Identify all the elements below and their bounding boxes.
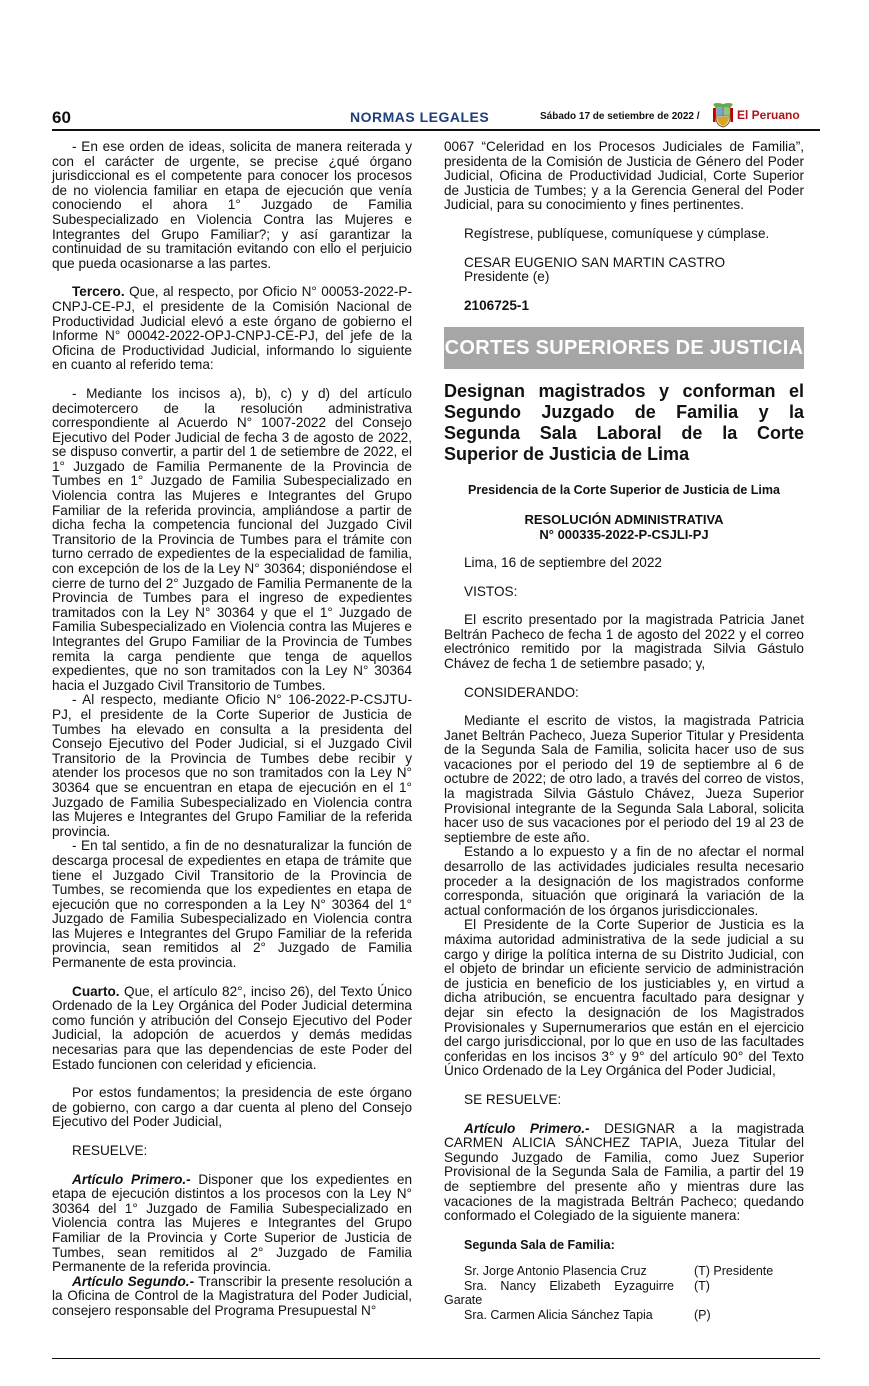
- paragraph-text: DESIGNAR a la magistrada CARMEN ALICIA SÁNCHEZ TAPIA, Jueza Titular del Segundo Juzgado de Familia, como Juez Superior Provisional de la Segunda Sala de Familia, a partir del 19 de septiembre del presente año y mientras dure las vacaciones de la magistrada Beltrán Pacheco; quedando conformado el Colegiado de la siguiente manera:: [444, 1120, 805, 1224]
- header-rule: [52, 129, 820, 131]
- section-title: NORMAS LEGALES: [350, 109, 490, 125]
- member-name: Sra. Carmen Alicia Sánchez Tapia: [464, 1307, 653, 1322]
- list-item: [444, 1308, 804, 1322]
- member-role: (P): [694, 1307, 711, 1322]
- member-role: (T): [694, 1278, 710, 1293]
- signer-role: Presidente (e): [464, 269, 550, 285]
- paragraph: - En ese orden de ideas, solicita de manera reiterada y con el carácter de urgente, se precise ¿qué órgano jurisdiccional es el competente para conocer los procesos de no violencia familiar en etapa de ejecución que venía conociendo el ahora 1° Juzgado de Familia Subespecializado en Violencia Contra las Mujeres e Integrantes del Grupo Familiar?; y así garantizar la continuidad de su tramitación evitando con ello el perjuicio que pueda ocasionarse a las partes.: [52, 139, 412, 271]
- closing-formula: Regístrese, publíquese, comuníquese y cúmplase.: [464, 225, 770, 241]
- article-second: [52, 1275, 412, 1319]
- paragraph-text: Que, el artículo 82°, inciso 26), del Texto Único Ordenado de la Ley Orgánica del Poder Judicial determina como función y atribución del Consejo Ejecutivo del Poder Judicial, la adopción de acuerdos y demás medidas necesarias para que las dependencias de este Poder del Estado funcionen con celeridad y eficiencia.: [52, 983, 412, 1072]
- article-first-designation: [444, 1122, 804, 1224]
- left-column: [52, 140, 412, 1319]
- peru-coat-of-arms-icon: [713, 102, 733, 128]
- paragraph-cuarto: [52, 985, 412, 1073]
- paragraph-text: Disponer que los expedientes en etapa de ejecución distintos a los procesos con la Ley N° 30364 del 1° Juzgado de Familia Subespecializado en Violencia contra las Mujeres e Integrantes del Grupo Familiar de la Provincia y Corte Superior de Justicia de Tumbes, sean remitidos al 2° Juzgado de Familia Permanente de la referida provincia.: [52, 1171, 413, 1275]
- se-resuelve-heading: SE RESUELVE:: [464, 1091, 562, 1107]
- right-column: [444, 140, 804, 1322]
- paragraph: 0067 “Celeridad en los Procesos Judiciales de Familia”, presidenta de la Comisión de Justicia de Género del Poder Judicial, Oficina de Productividad Judicial, Corte Superior de Justicia de Tumbes; y a la Gerencia General del Poder Judicial, para su conocimiento y fines pertinentes.: [444, 139, 804, 213]
- paragraph-text: Transcribir la presente resolución a la Oficina de Control de la Magistratura del Poder Judicial, consejero responsable del Programa Presupuestal N°: [52, 1273, 412, 1318]
- lead-article-first: Artículo Primero.-: [464, 1120, 590, 1136]
- article-headline: Designan magistrados y conforman el Segundo Juzgado de Familia y la Segunda Sala Laboral de la Corte Superior de Justicia de Lima: [444, 381, 804, 465]
- page-header: [52, 104, 820, 130]
- footer-rule: [52, 1358, 820, 1359]
- paragraph-text: Que, al respecto, por Oficio N° 00053-2022-P-CNPJ-CE-PJ, el presidente de la Comisión Nacional de Productividad Judicial elevó a este órgano de gobierno el Informe N° 00042-2022-OPJ-CNPJ-CE-PJ, del jefe de la Oficina de Productividad Judicial, informando lo siguiente en cuanto al referido tema:: [52, 284, 412, 373]
- considerando-heading: CONSIDERANDO:: [464, 684, 579, 700]
- paragraph: - Mediante los incisos a), b), c) y d) del artículo decimotercero de la resolución administrativa correspondiente al Acuerdo N° 1007-2022 del Consejo Ejecutivo del Poder Judicial de fecha 3 de agosto de 2022, se dispuso convertir, a partir del 1 de setiembre de 2022, el 1° Juzgado de Familia Permanente de la Provincia de Tumbes en 1° Juzgado de Familia Subespecializado en Violencia contra las Mujeres e Integrantes del Grupo Familiar de la referida provincia, ampliándose a partir de dicha fecha la competencia funcional del Juzgado Civil Transitorio de la Provincia de Tumbes para el trámite con turno cerrado de expedientes de la especialidad de familia, con excepción de los de la Ley N° 30364; disponiéndose el cierre de turno del 2° Juzgado de Familia Permanente de la Provincia de Tumbes para el ingreso de expedientes tramitados con la Ley N° 30364 y que el 1° Juzgado de Familia Subespecializado en Violencia contra las Mujeres e Integrantes del Grupo Familiar de la Provincia de Tumbes remita la carga pendiente que tenga de aquellos expedientes, que no son tramitados con la Ley N° 30364 hacia el Juzgado Civil Transitorio de Tumbes.: [52, 385, 412, 693]
- paragraph: Estando a lo expuesto y a fin de no afectar el normal desarrollo de las actividades judiciales resulta necesario proceder a la designación de los magistrados conforme corresponda, situación que originará la variación de la actual conformación de los órganos jurisdiccionales.: [444, 844, 804, 918]
- member-name: Sr. Jorge Antonio Plasencia Cruz: [464, 1264, 647, 1279]
- list-item: [444, 1264, 804, 1278]
- sala-title: Segunda Sala de Familia:: [464, 1237, 615, 1252]
- lead-article-second: Artículo Segundo.-: [72, 1273, 195, 1289]
- lead-cuarto: Cuarto.: [72, 983, 120, 999]
- signer-name: CESAR EUGENIO SAN MARTIN CASTRO: [464, 254, 726, 270]
- paragraph: El escrito presentado por la magistrada Patricia Janet Beltrán Pacheco de fecha 1 de agosto del 2022 y el correo electrónico remitido por la magistrada Silvia Gástulo Chávez de fecha 1 de setiembre pasado; y,: [444, 612, 804, 671]
- paragraph: Por estos fundamentos; la presidencia de este órgano de gobierno, con cargo a dar cuenta al pleno del Consejo Ejecutivo del Poder Judicial,: [52, 1085, 412, 1130]
- members-list: [444, 1264, 804, 1322]
- page-number: 60: [52, 108, 71, 127]
- paragraph: El Presidente de la Corte Superior de Justicia es la máxima autoridad administrativa de la sede judicial a su cargo y dirige la política interna de su Distrito Judicial, con el objeto de brindar un eficiente servicio de administración de justicia en beneficio de los justiciables y, en virtud a dicha atribución, se encuentra facultado para designar y dejar sin efecto la designación de los Magistrados Provisionales y Supernumerarios que están en el ejercicio del cargo jurisdiccional, por lo que en uso de las facultades conferidas en los incisos 3° y 9° del artículo 90° del Texto Único Ordenado de la Ley Orgánica del Poder Judicial,: [444, 917, 804, 1079]
- resolution-title: RESOLUCIÓN ADMINISTRATIVA: [524, 511, 724, 527]
- issuer: Presidencia de la Corte Superior de Justicia de Lima: [468, 483, 780, 498]
- newspaper-page: [52, 104, 820, 1322]
- lead-article-first: Artículo Primero.-: [72, 1171, 191, 1187]
- publication-date: Sábado 17 de setiembre de 2022 /: [540, 111, 700, 122]
- vistos-heading: VISTOS:: [464, 583, 518, 599]
- paragraph: - Al respecto, mediante Oficio N° 106-2022-P-CSJTU-PJ, el presidente de la Corte Superior de Justicia de Tumbes ha elevado en consulta a la presidenta del Consejo Ejecutivo del Poder Judicial, si el Juzgado Civil Transitorio de la Provincia de Tumbes debe recibir y atender los procesos que no son tramitados con la Ley N° 30364 que se encuentran en etapa de ejecución en el 1° Juzgado de Familia Subespecializado en Violencia contra las Mujeres e Integrantes del Grupo Familiar de la referida provincia.: [52, 692, 412, 839]
- member-name: Sra. Nancy Elizabeth Eyzaguirre Garate: [444, 1278, 674, 1308]
- paragraph-tercero: [52, 285, 412, 373]
- document-code: 2106725-1: [464, 297, 530, 313]
- el-peruano-logo: [713, 102, 800, 128]
- paragraph: - En tal sentido, a fin de no desnaturalizar la función de descarga procesal de expedientes en etapa de trámite que tiene el Juzgado Civil Transitorio de la Provincia de Tumbes, se recomienda que los expedientes en etapa de ejecución que no corresponden a la Ley N° 30364 del 1° Juzgado de Familia Subespecializado en Violencia contra las Mujeres e Integrantes del Grupo Familiar de la referida provincia, sean remitidos al 2° Juzgado de Familia Permanente de esta provincia.: [52, 838, 412, 971]
- section-banner: CORTES SUPERIORES DE JUSTICIA: [444, 327, 804, 369]
- lead-tercero: Tercero.: [72, 284, 125, 300]
- list-item: [444, 1279, 804, 1308]
- member-role: (T) Presidente: [694, 1264, 774, 1279]
- resolution-number: N° 000335-2022-P-CSJLI-PJ: [539, 526, 709, 542]
- article-first: [52, 1173, 412, 1275]
- place-date: Lima, 16 de septiembre del 2022: [464, 554, 662, 570]
- resuelve-heading: RESUELVE:: [72, 1143, 148, 1158]
- paragraph: Mediante el escrito de vistos, la magistrada Patricia Janet Beltrán Pacheco, Jueza Superior Titular y Presidenta de la Segunda Sala de Familia, solicita hacer uso de sus vacaciones por el periodo del 19 de septiembre al 6 de octubre de 2022; de otro lado, a través del correo de vistos, la magistrada Silvia Gástulo Chávez, Jueza Superior Provisional integrante de la Segunda Sala Laboral, solicita hacer uso de sus vacaciones por el periodo del 19 al 23 de septiembre de este año.: [444, 713, 804, 845]
- logo-text: El Peruano: [737, 108, 800, 122]
